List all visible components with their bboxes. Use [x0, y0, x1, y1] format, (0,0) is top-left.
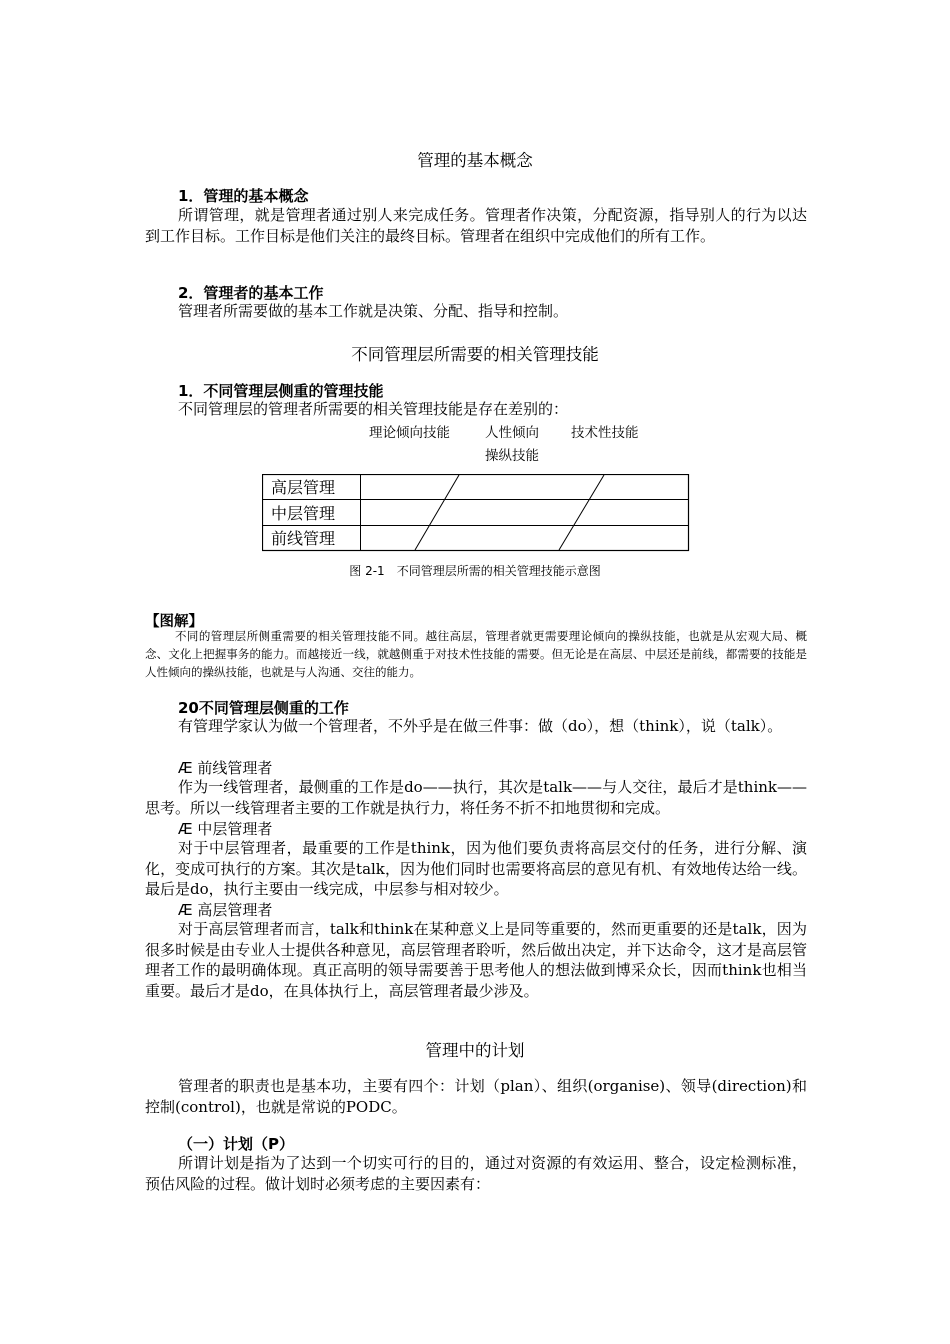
- heading-basic-work: 2．管理者的基本工作: [178, 284, 324, 302]
- section-title-basic-concepts: 管理的基本概念: [417, 151, 533, 170]
- paragraph-plan-definition: 所谓计划是指为了达到一个切实可行的目的，通过对资源的有效运用、整合，设定检测标准，预估风险的过程。做计划时必须考虑的主要因素有：: [145, 1154, 807, 1193]
- paragraph-skill-difference: 不同管理层的管理者所需要的相关管理技能是存在差别的：: [178, 400, 569, 418]
- bullet-middle-manager: [178, 818, 272, 839]
- bullet-senior-manager: [178, 899, 272, 920]
- row-label-front: 前线管理: [271, 529, 336, 548]
- diagram-diagonal-left: [415, 475, 459, 550]
- paragraph-middle: 对于中层管理者，最重要的工作是think，因为他们要负责将高层交付的任务，进行分解、演化，变成可执行的方案。其次是talk，因为他们同时也需要将高层的意见有机、有效地传达给一线。最后是do，执行主要由一线完成，中层参与相对较少。: [145, 839, 807, 898]
- figure-explanation-text: 不同的管理层所侧重需要的相关管理技能不同。越往高层，管理者就更需要理论倾向的操纵技能，也就是从宏观大局、概念、文化上把握事务的能力。而越接近一线，就越侧重于对技术性技能的需要。但无论是在高层、中层还是前线，都需要的技能是人性倾向的操纵技能，也就是与人沟通、交往的能力。: [145, 629, 807, 679]
- label-manip-skill: 操纵技能: [485, 448, 539, 464]
- bullet-label: 高层管理者: [197, 901, 273, 919]
- bullet-mark: Æ: [178, 901, 193, 919]
- paragraph-podc: 管理者的职责也是基本功，主要有四个：计划（plan）、组织(organise)、领导(direction)和控制(control)，也就是常说的PODC。: [145, 1077, 807, 1116]
- section-title-management-skills: 不同管理层所需要的相关管理技能: [351, 345, 599, 364]
- paragraph-senior: 对于高层管理者而言，talk和think在某种意义上是同等重要的，然而更重要的还是talk，因为很多时候是由专业人士提供各种意见，高层管理者聆听，然后做出决定，并下达命令，这才是高层管理者工作的最明确体现。真正高明的领导需要善于思考他人的想法做到博采众长，因而think也相当重要。最后才是do，在具体执行上，高层管理者最少涉及。: [145, 920, 807, 1000]
- heading-basic-concepts: 1．管理的基本概念: [178, 187, 309, 205]
- label-tech-skill: 技术性技能: [571, 425, 639, 441]
- label-human-skill: 人性倾向: [485, 425, 539, 441]
- paragraph-three-things: 有管理学家认为做一个管理者，不外乎是在做三件事：做（do），想（think），说（talk）。: [178, 717, 783, 735]
- bullet-label: 前线管理者: [197, 759, 273, 777]
- bullet-label: 中层管理者: [197, 820, 273, 838]
- heading-skill-focus: 1．不同管理层侧重的管理技能: [178, 382, 384, 400]
- row-label-top: 高层管理: [271, 478, 336, 497]
- heading-work-focus: 20不同管理层侧重的工作: [178, 699, 349, 717]
- diagram-diagonal-right: [559, 475, 604, 550]
- row-label-middle: 中层管理: [271, 504, 336, 523]
- figure-caption: 图 2-1 不同管理层所需的相关管理技能示意图: [349, 564, 601, 578]
- bullet-mark: Æ: [178, 820, 193, 838]
- management-skills-diagram: [262, 474, 690, 552]
- bullet-frontline-manager: [178, 757, 272, 778]
- figure-explanation-label: 【图解】: [145, 614, 203, 630]
- label-theory-skill: 理论倾向技能: [369, 425, 450, 441]
- heading-plan: （一）计划（P）: [178, 1135, 294, 1153]
- section-title-planning: 管理中的计划: [425, 1041, 525, 1060]
- paragraph-management-definition: 所谓管理，就是管理者通过别人来完成任务。管理者作决策，分配资源，指导别人的行为以达到工作目标。工作目标是他们关注的最终目标。管理者在组织中完成他们的所有工作。: [145, 206, 807, 245]
- paragraph-frontline: 作为一线管理者，最侧重的工作是do——执行，其次是talk——与人交往，最后才是think——思考。所以一线管理者主要的工作就是执行力，将任务不折不扣地贯彻和完成。: [145, 778, 807, 817]
- paragraph-basic-work: 管理者所需要做的基本工作就是决策、分配、指导和控制。: [178, 302, 569, 320]
- bullet-mark: Æ: [178, 759, 193, 777]
